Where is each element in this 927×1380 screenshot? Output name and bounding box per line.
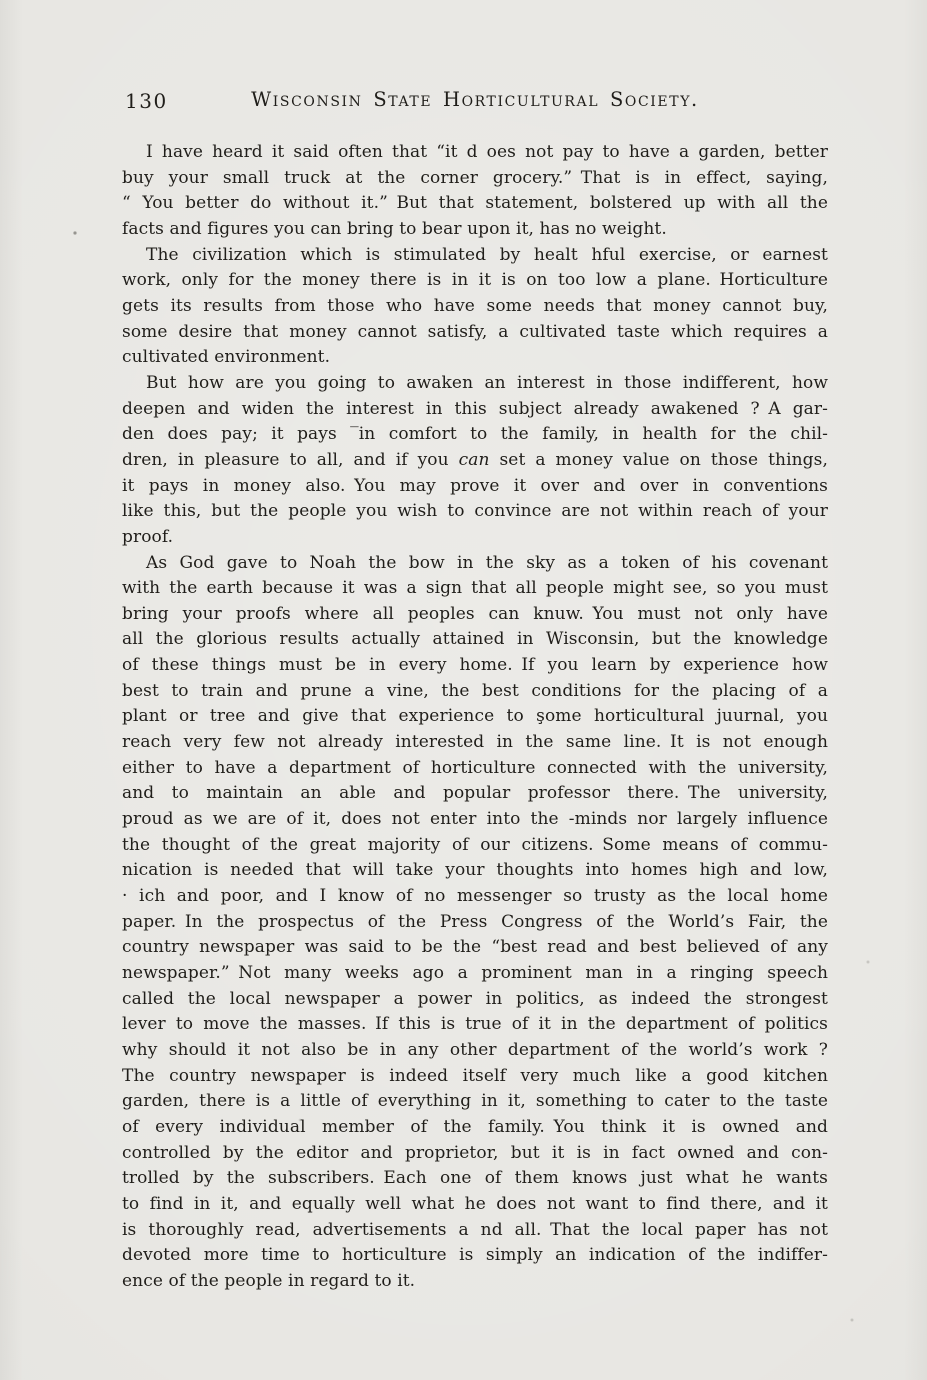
- text-line: is thoroughly read, advertisements a nd all. That the local paper has not: [122, 1219, 828, 1240]
- paragraph: [122, 140, 828, 243]
- text-line: the thought of the great majority of our citizens. Some means of commu-: [122, 834, 828, 855]
- text-line: buy your small truck at the corner grocery.” That is in effect, saying,: [122, 167, 828, 188]
- text-line: paper. In the prospectus of the Press Congress of the World’s Fair, the: [122, 911, 828, 932]
- text-line: cultivated environment.: [122, 347, 331, 368]
- running-header-title: Wisconsin State Horticultural Society.: [251, 88, 699, 111]
- text-line: best to train and prune a vine, the best conditions for the placing of a: [122, 680, 828, 701]
- paragraph: [122, 551, 828, 1295]
- text-line: proud as we are of it, does not enter into the -minds nor largely influence: [122, 809, 828, 830]
- page-header: [122, 88, 828, 116]
- paragraph: [122, 243, 828, 371]
- text-line: nication is needed that will take your thoughts into homes high and low,: [122, 860, 828, 881]
- text-line: of every individual member of the family. You think it is owned and: [122, 1116, 828, 1137]
- text-line: work, only for the money there is in it is on too low a plane. Horticulture: [122, 270, 828, 291]
- text-line: newspaper.” Not many weeks ago a prominent man in a ringing speech: [122, 963, 828, 983]
- text-line: country newspaper was said to be the “best read and best believed of any: [122, 937, 828, 958]
- text-line: The civilization which is stimulated by healt hful exercise, or earnest: [146, 244, 828, 265]
- text-line: “ You better do without it.” But that statement, bolstered up with all the: [122, 193, 828, 214]
- text-line: some desire that money cannot satisfy, a cultivated taste which requires a: [122, 321, 828, 342]
- text-line: gets its results from those who have some needs that money cannot buy,: [122, 295, 828, 316]
- text-block: [122, 140, 828, 1295]
- paragraph: [122, 371, 828, 551]
- page-number: 130: [125, 89, 168, 113]
- text-line: it pays in money also. You may prove it over and over in conventions: [122, 475, 828, 496]
- text-line: · ich and poor, and I know of no messenger so trusty as the local home: [122, 886, 828, 907]
- text-line: like this, but the people you wish to convince are not within reach of your: [122, 501, 828, 522]
- text-line: bring your proofs where all peoples can knuw. You must not only have: [122, 603, 828, 624]
- text-line: and to maintain an able and popular professor there. The university,: [122, 783, 828, 804]
- text-line: of these things must be in every home. If you learn by experience how: [122, 655, 828, 676]
- text-line: ence of the people in regard to it.: [122, 1270, 416, 1291]
- text-line: facts and figures you can bring to bear upon it, has no weight.: [122, 218, 667, 239]
- text-line: garden, there is a little of everything in it, something to cater to the taste: [122, 1091, 828, 1112]
- text-line: with the earth because it was a sign that all people might see, so you must: [122, 578, 828, 599]
- text-line: reach very few not already interested in the same line. It is not enough: [122, 732, 828, 753]
- text-line: But how are you going to awaken an interest in those indifferent, how: [146, 372, 828, 393]
- text-line: why should it not also be in any other department of the world’s work ?: [122, 1039, 828, 1060]
- text-line: deepen and widen the interest in this subject already awakened ? A gar-: [122, 398, 828, 419]
- text-line: called the local newspaper a power in politics, as indeed the strongest: [122, 988, 828, 1009]
- text-line: dren, in pleasure to all, and if you can set a money value on those things,: [122, 449, 828, 470]
- text-line: devoted more time to horticulture is simply an indication of the indiffer-: [122, 1245, 828, 1266]
- text-line: As God gave to Noah the bow in the sky as a token of his covenant: [146, 552, 828, 573]
- text-line: to find in it, and equally well what he does not want to find there, and it: [122, 1193, 828, 1214]
- text-line: trolled by the subscribers. Each one of them knows just what he wants: [122, 1168, 828, 1189]
- text-line: lever to move the masses. If this is true of it in the department of politics: [122, 1014, 828, 1035]
- text-line: proof.: [122, 526, 174, 547]
- text-line: controlled by the editor and proprietor, but it is in fact owned and con-: [122, 1142, 828, 1163]
- text-line: den does pay; it pays ‾in comfort to the family, in health for the chil-: [122, 424, 828, 445]
- text-line: either to have a department of horticulture connected with the university,: [122, 757, 828, 778]
- text-line: all the glorious results actually attained in Wisconsin, but the knowledge: [122, 629, 828, 650]
- text-line: I have heard it said often that “it d oes not pay to have a garden, better: [146, 142, 828, 162]
- text-line: The country newspaper is indeed itself very much like a good kitchen: [122, 1065, 828, 1086]
- text-line: plant or tree and give that experience to şome horticultural juurnal, you: [122, 706, 828, 727]
